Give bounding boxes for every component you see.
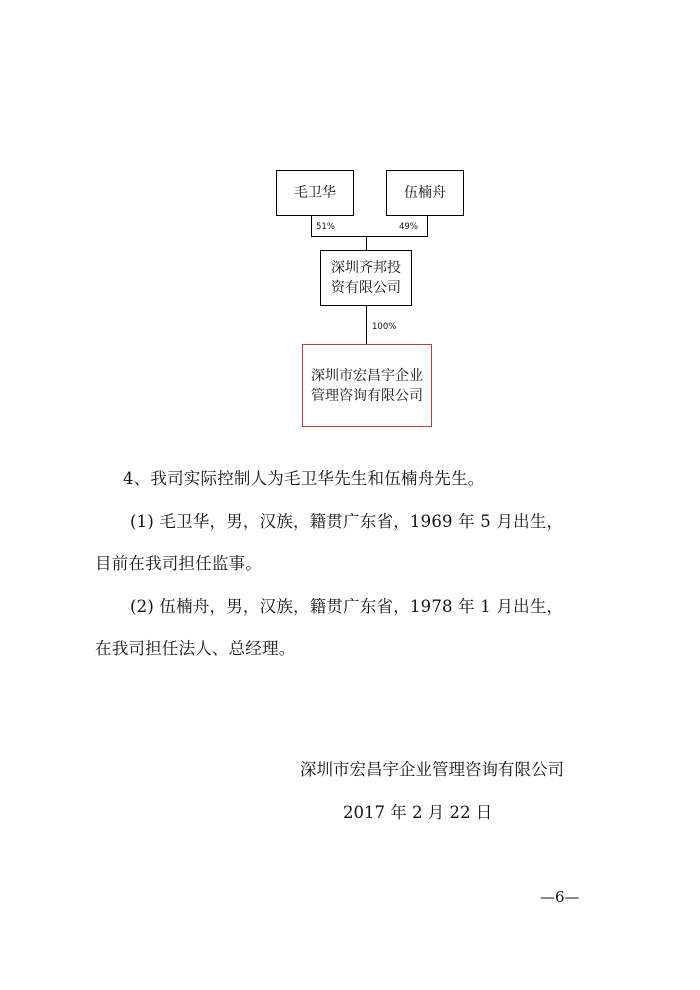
ownership-chart — [0, 0, 700, 440]
share-percent-label: 49% — [399, 222, 418, 232]
paragraph-wu: (2) 伍楠舟，男，汉族，籍贯广东省，1978 年 1 月出生， — [130, 597, 564, 616]
paragraph-mao: (1) 毛卫华，男，汉族，籍贯广东省，1969 年 5 月出生， — [130, 512, 564, 531]
holding-percent-label: 100% — [372, 322, 397, 332]
connector-line — [311, 216, 312, 236]
shareholder-box-mao — [276, 170, 354, 216]
company-name-line: 管理咨询有限公司 — [311, 387, 423, 404]
connector-line — [366, 236, 367, 250]
paragraph-wu-cont: 在我司担任法人、总经理。 — [95, 639, 296, 658]
company-name-line: 深圳齐邦投 — [331, 260, 401, 276]
connector-line — [427, 216, 428, 236]
signature-date: 2017 年 2 月 22 日 — [343, 803, 493, 822]
company-name-line: 资有限公司 — [331, 280, 401, 296]
paragraph-mao-cont: 目前在我司担任监事。 — [95, 554, 262, 573]
connector-line — [311, 236, 428, 237]
signature-company: 深圳市宏昌宇企业管理咨询有限公司 — [300, 760, 564, 779]
page-number: —6— — [540, 888, 580, 906]
company-name-line: 深圳市宏昌宇企业 — [311, 367, 423, 384]
shareholder-box-wu — [386, 170, 464, 216]
paragraph-controller: 4、我司实际控制人为毛卫华先生和伍楠舟先生。 — [123, 469, 485, 488]
connector-line — [366, 306, 367, 344]
share-percent-label: 51% — [316, 222, 335, 232]
target-company-box — [302, 344, 432, 427]
holding-company-box — [320, 250, 412, 306]
shareholder-name: 毛卫华 — [294, 185, 336, 201]
shareholder-name: 伍楠舟 — [404, 185, 446, 201]
